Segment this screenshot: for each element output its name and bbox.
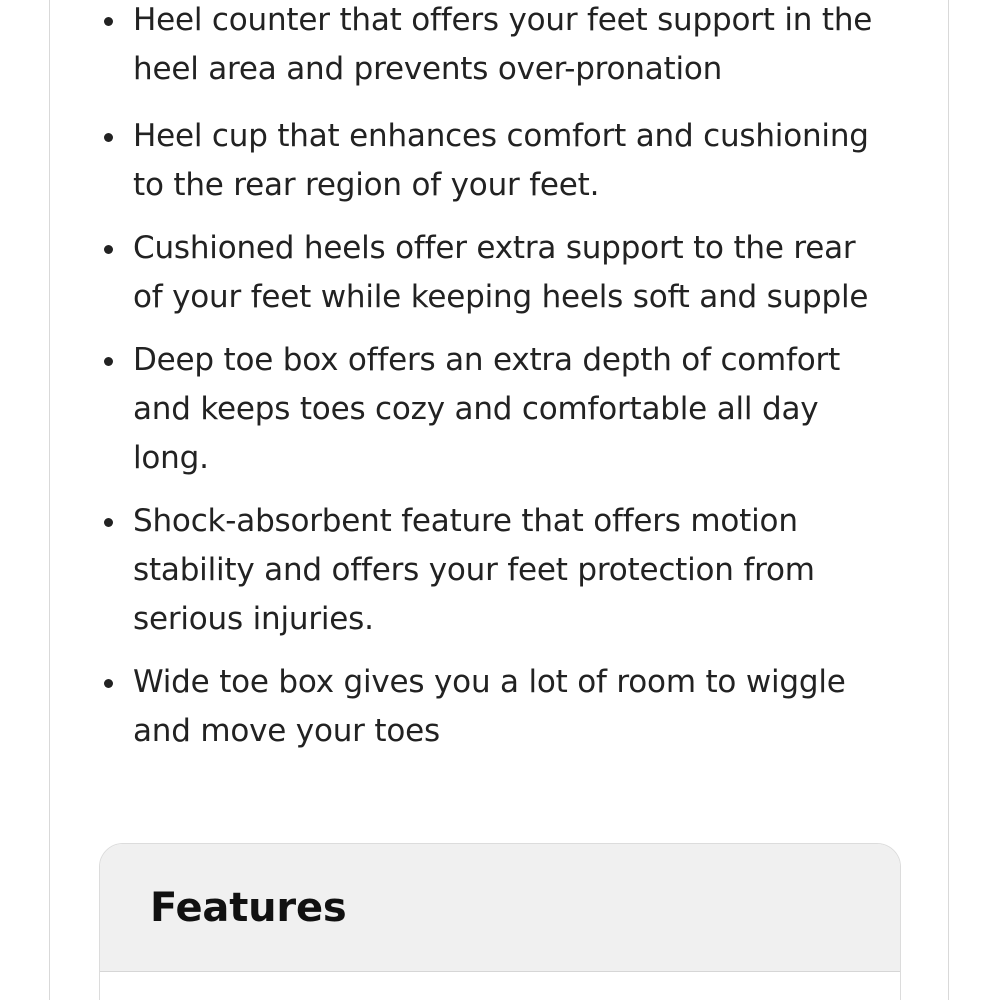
feature-list-item-shock-absorbent — [83, 497, 883, 644]
feature-list-item-text: Shock-absorbent feature that offers motion stability and offers your feet protection from serious injuries. — [133, 503, 815, 637]
feature-list-item-wide-toe-box — [83, 658, 883, 756]
feature-list-item-text: Cushioned heels offer extra support to the rear of your feet while keeping heels soft and supple — [133, 230, 869, 315]
feature-list-item-text: Heel cup that enhances comfort and cushioning to the rear region of your feet. — [133, 118, 869, 203]
feature-list-item-deep-toe-box — [83, 336, 883, 483]
feature-list-item-heel-cup — [83, 112, 883, 210]
features-title: Features — [150, 885, 347, 931]
feature-list-item-heel-counter — [83, 0, 883, 94]
features-panel-header — [100, 844, 900, 972]
feature-list-item-text: Deep toe box offers an extra depth of comfort and keeps toes cozy and comfortable all day long. — [133, 342, 841, 476]
features-panel — [99, 843, 901, 1000]
feature-list — [83, 0, 883, 770]
feature-list-item-cushioned-heels — [83, 224, 883, 322]
feature-list-item-text: Heel counter that offers your feet support in the heel area and prevents over-pronation — [133, 2, 873, 87]
feature-list-item-text: Wide toe box gives you a lot of room to wiggle and move your toes — [133, 664, 846, 749]
